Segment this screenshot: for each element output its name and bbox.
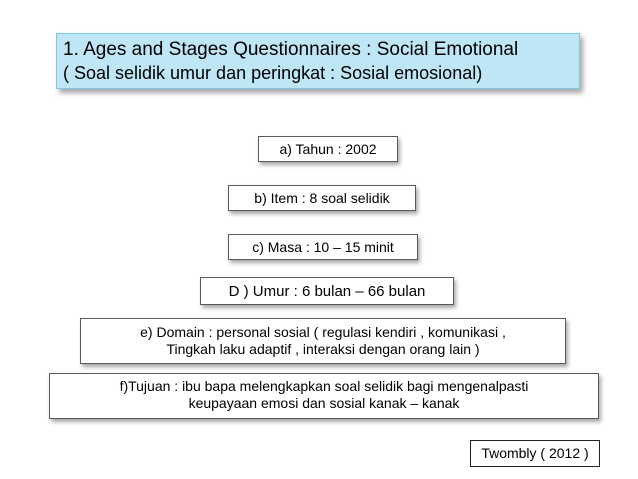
citation-box (470, 440, 600, 467)
item-tahun (258, 136, 398, 162)
item-domain (80, 318, 566, 364)
item-umur (200, 277, 454, 305)
title-line-2: ( Soal selidik umur dan peringkat : Sosial emosional) (63, 63, 483, 83)
citation-text: Twombly ( 2012 ) (481, 445, 589, 461)
item-tujuan (49, 373, 599, 419)
item-domain-line-2: Tingkah laku adaptif , interaksi dengan orang lain ) (166, 341, 480, 357)
item-masa-text: c) Masa : 10 – 15 minit (252, 239, 394, 255)
item-item-text: b) Item : 8 soal selidik (254, 190, 390, 206)
title-box (56, 33, 580, 89)
item-item (228, 185, 416, 211)
item-domain-line-1: e) Domain : personal sosial ( regulasi kendiri , komunikasi , (140, 324, 506, 340)
title-line-1: 1. Ages and Stages Questionnaires : Social Emotional (63, 39, 519, 60)
item-tahun-text: a) Tahun : 2002 (279, 141, 377, 157)
item-umur-text: D ) Umur : 6 bulan – 66 bulan (228, 283, 426, 300)
item-tujuan-line-2: keupayaan emosi dan sosial kanak – kanak (188, 395, 460, 411)
item-tujuan-line-1: f)Tujuan : ibu bapa melengkapkan soal selidik bagi mengenalpasti (119, 378, 529, 394)
item-masa (228, 234, 418, 260)
